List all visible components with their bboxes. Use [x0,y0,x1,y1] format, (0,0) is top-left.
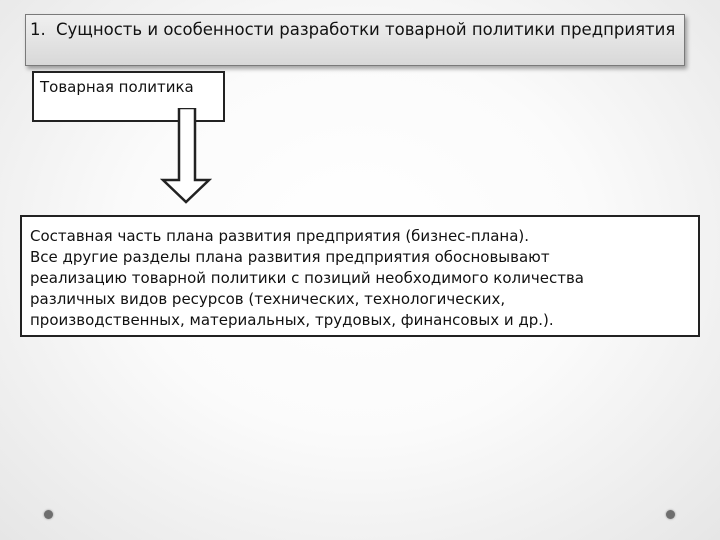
description-box [20,215,700,337]
description-line: Все другие разделы плана развития предприятия обосновывают [30,248,550,266]
title-box [25,14,685,66]
description-line: реализацию товарной политики с позиций необходимого количества [30,269,584,287]
description-line: различных видов ресурсов (технических, технологических, [30,290,506,308]
description-line: Составная часть плана развития предприятия (бизнес-плана). [30,227,530,245]
title-text: Сущность и особенности разработки товарной политики предприятия [56,20,676,39]
product-policy-label: Товарная политика [40,78,194,96]
title-number: 1. [30,20,46,39]
down-arrow-icon [160,108,212,204]
left-corner-dot [44,510,53,519]
right-corner-dot [666,510,675,519]
description-line: производственных, материальных, трудовых, финансовых и др.). [30,311,554,329]
